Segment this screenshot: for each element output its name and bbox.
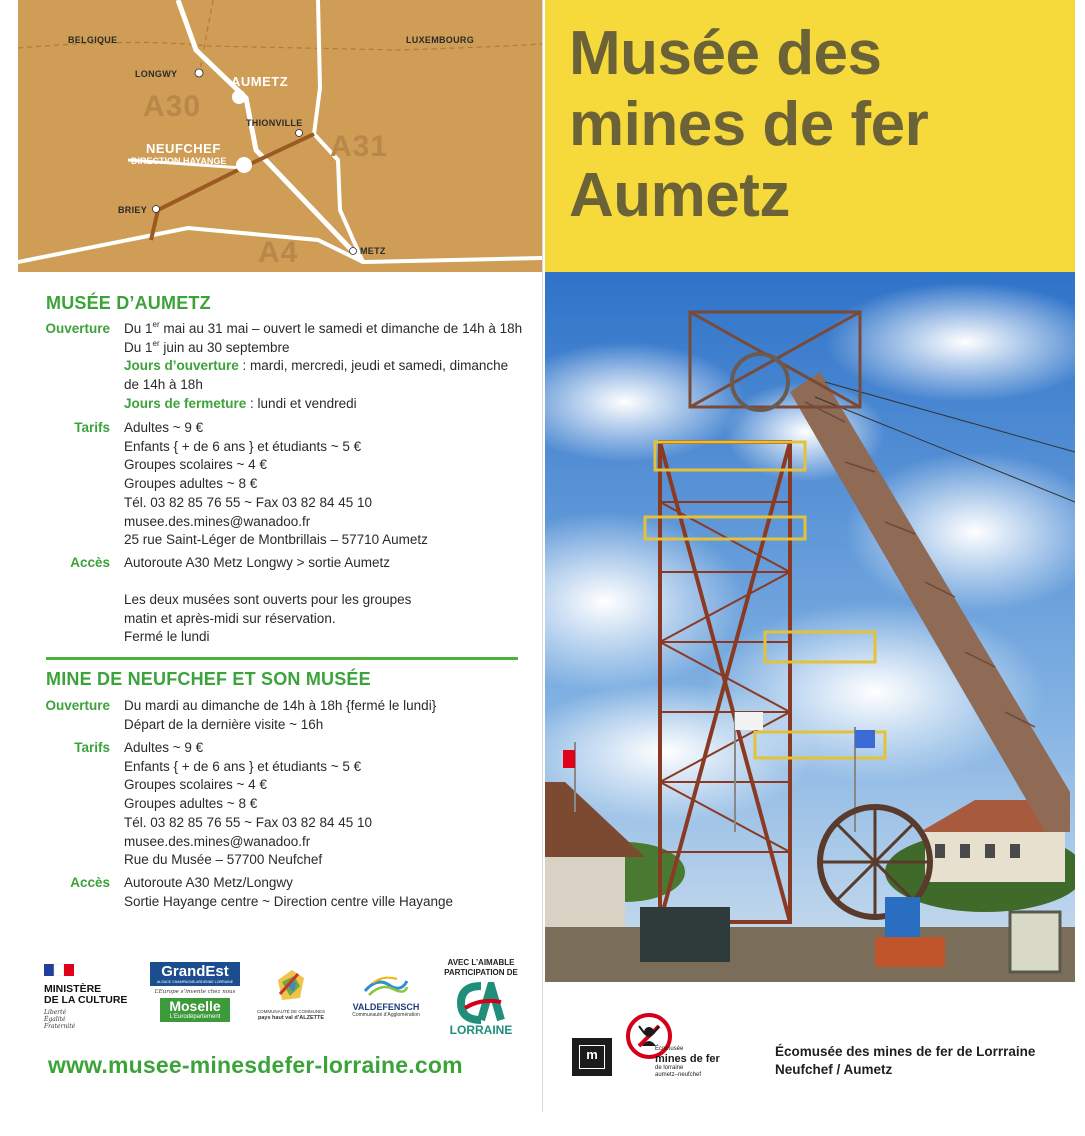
aumetz-fermeture-label: Jours de fermeture xyxy=(124,395,247,411)
aumetz-phone: Tél. 03 82 85 76 55 ~ Fax 03 82 84 45 10 xyxy=(124,494,373,510)
motto-fraternite: Fraternité xyxy=(44,1023,76,1030)
road-label-a4: A4 xyxy=(258,236,299,269)
neufchef-open-line2: Départ de la dernière visite ~ 16h xyxy=(124,716,324,732)
title-band xyxy=(545,0,1075,272)
aumetz-tarifs-value xyxy=(124,419,524,550)
neufchef-acces-row xyxy=(34,874,524,914)
motto-egalite: Égalité xyxy=(44,1016,66,1023)
aumetz-fermeture-value: : lundi et vendredi xyxy=(246,395,357,411)
neufchef-address: Rue du Musée – 57700 Neufchef xyxy=(124,852,323,868)
aumetz-open-l2a: Du 1 xyxy=(124,339,153,355)
ecomusee-logo xyxy=(625,1012,720,1094)
ccpha-emblem-icon xyxy=(272,968,310,1004)
valdefensch-sub: Communauté d’Agglomération xyxy=(352,1012,420,1018)
road-label-a30: A30 xyxy=(143,90,202,123)
ministere-line2: DE LA CULTURE xyxy=(44,994,128,1006)
map-label-longwy: LONGWY xyxy=(135,69,178,79)
ecomusee-caption-line2: Neufchef / Aumetz xyxy=(775,1062,893,1077)
location-map xyxy=(18,0,543,272)
map-label-neufchef: NEUFCHEF xyxy=(146,141,221,156)
aumetz-ouverture-label: Ouverture xyxy=(45,321,110,336)
neufchef-acces-line1: Autoroute A30 Metz/Longwy xyxy=(124,875,293,890)
groups-note-line1: Les deux musées sont ouverts pour les groupes xyxy=(124,592,412,607)
ca-lorraine-wordmark: LORRAINE xyxy=(449,1023,513,1037)
groups-note xyxy=(34,591,524,649)
aumetz-tarif-enfants: Enfants { + de 6 ans } et étudiants ~ 5 € xyxy=(124,438,362,454)
aumetz-jours-value: : mardi, mercredi, jeudi et samedi, dimanche xyxy=(238,358,509,374)
aumetz-open-l2b: juin au 30 septembre xyxy=(159,339,290,355)
grandest-moselle-logo xyxy=(150,962,240,1038)
neufchef-tarif-adultes: Adultes ~ 9 € xyxy=(124,740,204,755)
aumetz-open-l2sup: er xyxy=(152,338,160,348)
ccpha-line2: pays haut val d’ALZETTE xyxy=(257,1015,324,1021)
cover-title-line2: mines de fer xyxy=(569,90,929,159)
map-label-metz: METZ xyxy=(360,246,386,256)
neufchef-tarifs-row xyxy=(34,739,524,871)
eco-logo-line2: mines de fer xyxy=(655,1053,720,1065)
cover-title xyxy=(569,18,928,231)
m-logo xyxy=(572,1038,612,1076)
map-label-aumetz: AUMETZ xyxy=(231,74,289,89)
neufchef-acces-label: Accès xyxy=(70,875,110,890)
eco-logo-line3: de lorraine xyxy=(655,1065,684,1071)
cover-panel xyxy=(545,0,1075,1112)
neufchef-open-line1: Du mardi au dimanche de 14h à 18h {fermé le lundi} xyxy=(124,698,437,713)
grandest-wordmark: GrandEst xyxy=(161,963,229,980)
m-logo-letter: m xyxy=(586,1047,598,1062)
aumetz-open-l1a: Du 1 xyxy=(124,321,153,336)
neufchef-phone: Tél. 03 82 85 76 55 ~ Fax 03 82 84 45 10 xyxy=(124,814,373,830)
website-url[interactable]: www.musee-minesdefer-lorraine.com xyxy=(48,1052,463,1078)
aumetz-open-l1b: mai au 31 mai – ouvert le samedi et dimanche de 14h à 18h xyxy=(159,321,523,336)
moselle-wordmark: Moselle xyxy=(169,998,221,1014)
eco-logo-line1: Écomusée xyxy=(655,1046,684,1052)
aumetz-acces-row xyxy=(34,554,524,574)
aumetz-tarif-groupes: Groupes adultes ~ 8 € xyxy=(124,476,258,492)
ministere-culture-logo xyxy=(44,962,144,1034)
aumetz-tarif-scolaires: Groupes scolaires ~ 4 € xyxy=(124,457,267,473)
aumetz-open-l1sup: er xyxy=(152,320,160,329)
map-label-briey: BRIEY xyxy=(118,205,148,215)
avec-line1: AVEC L’AIMABLE xyxy=(447,958,515,967)
aumetz-jours-value2: de 14h à 18h xyxy=(124,377,203,393)
map-label-belgique: BELGIQUE xyxy=(68,35,118,45)
avec-line2: PARTICIPATION DE xyxy=(444,968,518,977)
aumetz-acces-label: Accès xyxy=(70,555,110,570)
section-divider xyxy=(46,657,518,660)
groups-note-line3: Fermé le lundi xyxy=(124,629,210,645)
neufchef-section-title: MINE DE NEUFCHEF ET SON MUSÉE xyxy=(46,669,371,689)
aumetz-address: 25 rue Saint-Léger de Montbrillais – 57710 Aumetz xyxy=(124,532,428,548)
ca-emblem-icon xyxy=(451,982,511,1024)
valdefensch-logo xyxy=(340,975,432,1025)
groups-note-line2: matin et après-midi sur réservation. xyxy=(124,610,336,626)
left-panel xyxy=(18,0,543,1112)
neufchef-acces-line2: Sortie Hayange centre ~ Direction centre ville Hayange xyxy=(124,893,454,909)
aumetz-email: musee.des.mines@wanadoo.fr xyxy=(124,513,311,529)
aumetz-ouverture-value xyxy=(124,320,524,414)
moselle-sub: L’Eurodépartement xyxy=(169,1014,221,1020)
map-label-direction: DIRECTION HAYANGE xyxy=(131,156,227,166)
ccpha-logo xyxy=(246,968,336,1028)
aumetz-jours-label: Jours d’ouverture xyxy=(124,358,239,374)
aumetz-tarifs-label: Tarifs xyxy=(74,420,110,435)
ccpha-line1: COMMUNAUTÉ DE COMMUNES xyxy=(256,1009,326,1014)
ecomusee-caption-line1: Écomusée des mines de fer de Lorrraine xyxy=(775,1044,1036,1059)
neufchef-ouverture-label: Ouverture xyxy=(45,698,110,713)
neufchef-ouverture-row xyxy=(34,697,524,737)
map-label-luxembourg: LUXEMBOURG xyxy=(406,35,474,45)
neufchef-tarif-groupes: Groupes adultes ~ 8 € xyxy=(124,796,258,812)
grandest-tagline: L’Europe s’invente chez nous xyxy=(154,989,236,995)
valdefensch-wordmark: VALDEFENSCH xyxy=(352,1002,420,1012)
valdefensch-wave-icon xyxy=(363,975,409,997)
aumetz-tarif-adultes: Adultes ~ 9 € xyxy=(124,420,204,435)
neufchef-tarif-scolaires: Groupes scolaires ~ 4 € xyxy=(124,777,267,793)
map-label-thionville: THIONVILLE xyxy=(246,118,303,128)
cover-title-line3: Aumetz xyxy=(569,161,790,230)
motto-liberte: Liberté xyxy=(44,1009,67,1016)
road-label-a31: A31 xyxy=(330,130,389,163)
neufchef-tarif-enfants: Enfants { + de 6 ans } et étudiants ~ 5 € xyxy=(124,758,362,774)
neufchef-email: musee.des.mines@wanadoo.fr xyxy=(124,833,311,849)
aumetz-tarifs-row xyxy=(34,419,524,551)
ministere-line1: MINISTÈRE xyxy=(44,983,102,995)
aumetz-ouverture-row xyxy=(34,320,524,416)
aumetz-acces-value: Autoroute A30 Metz Longwy > sortie Aumetz xyxy=(124,555,391,570)
grandest-sub: ALSACE CHAMPAGNE-ARDENNE LORRAINE xyxy=(156,980,234,984)
credit-agricole-logo xyxy=(436,958,526,1042)
cover-title-line1: Musée des xyxy=(569,19,882,88)
ecomusee-caption xyxy=(775,1043,1035,1079)
eco-logo-line4: aumetz–neufchef xyxy=(655,1072,702,1078)
headframe-photo xyxy=(545,272,1075,982)
marianne-flag-icon xyxy=(44,962,78,976)
neufchef-tarifs-label: Tarifs xyxy=(74,740,110,755)
aumetz-section-title: MUSÉE D’AUMETZ xyxy=(46,293,211,313)
